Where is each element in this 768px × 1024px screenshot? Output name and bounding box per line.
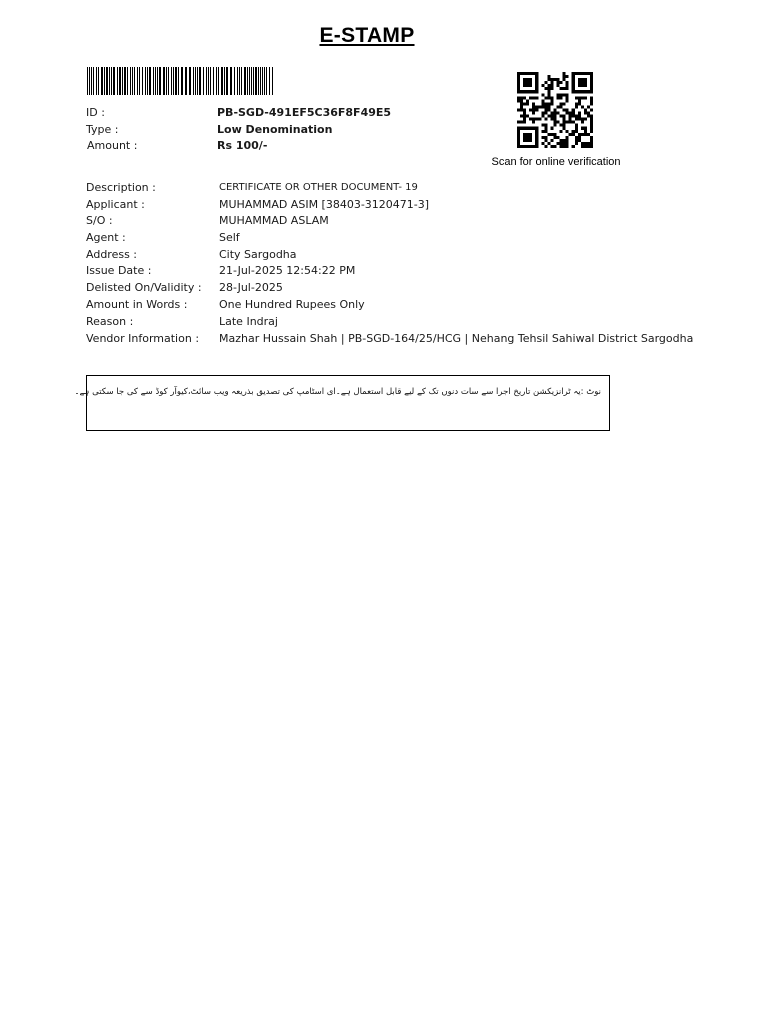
qr-code-image[interactable] bbox=[515, 72, 595, 148]
father-name-label: S/O : bbox=[86, 214, 113, 227]
amount-value: Rs 100/- bbox=[217, 139, 268, 152]
description-value: CERTIFICATE OR OTHER DOCUMENT- 19 bbox=[219, 182, 418, 193]
validity-value: 28-Jul-2025 bbox=[219, 281, 283, 294]
validity-label: Delisted On/Validity : bbox=[86, 281, 202, 294]
note-box bbox=[74, 375, 610, 431]
page-title: E-STAMP bbox=[319, 24, 415, 47]
amount-label: Amount : bbox=[87, 139, 138, 152]
address-value: City Sargodha bbox=[219, 248, 297, 261]
id-label: ID : bbox=[86, 106, 105, 119]
applicant-value: MUHAMMAD ASIM [38403-3120471-3] bbox=[219, 198, 430, 211]
address-label: Address : bbox=[86, 248, 138, 261]
applicant-label: Applicant : bbox=[86, 198, 145, 211]
type-label: Type : bbox=[86, 123, 119, 136]
agent-label: Agent : bbox=[86, 231, 126, 244]
amount-words-value: One Hundred Rupees Only bbox=[219, 298, 365, 311]
father-name-value: MUHAMMAD ASLAM bbox=[219, 214, 329, 227]
scan-verification-text: Scan for online verification bbox=[491, 156, 621, 168]
issue-date-value: 21-Jul-2025 12:54:22 PM bbox=[219, 264, 356, 277]
barcode-image bbox=[87, 67, 273, 95]
reason-label: Reason : bbox=[86, 315, 134, 328]
agent-value: Self bbox=[219, 231, 240, 244]
amount-words-label: Amount in Words : bbox=[86, 298, 188, 311]
vendor-value: Mazhar Hussain Shah | PB-SGD-164/25/HCG | Nehang Tehsil Sahiwal District Sargodha bbox=[219, 332, 694, 345]
vendor-label: Vendor Information : bbox=[86, 332, 200, 345]
description-label: Description : bbox=[86, 181, 156, 194]
reason-value: Late Indraj bbox=[219, 315, 278, 328]
id-value: PB-SGD-491EF5C36F8F49E5 bbox=[217, 106, 392, 119]
type-value: Low Denomination bbox=[217, 123, 333, 136]
urdu-note-text: نوٹ :یہ ٹرانزیکشن تاریخ اجرا سے سات دنوں تک کے لیے قابل استعمال ہے۔ای اسٹامپ کی تصدیق بذریعہ ویب سائٹ،کیوآر کوڈ سے کی جا سکتی ہے۔ bbox=[74, 387, 601, 397]
issue-date-label: Issue Date : bbox=[86, 264, 152, 277]
